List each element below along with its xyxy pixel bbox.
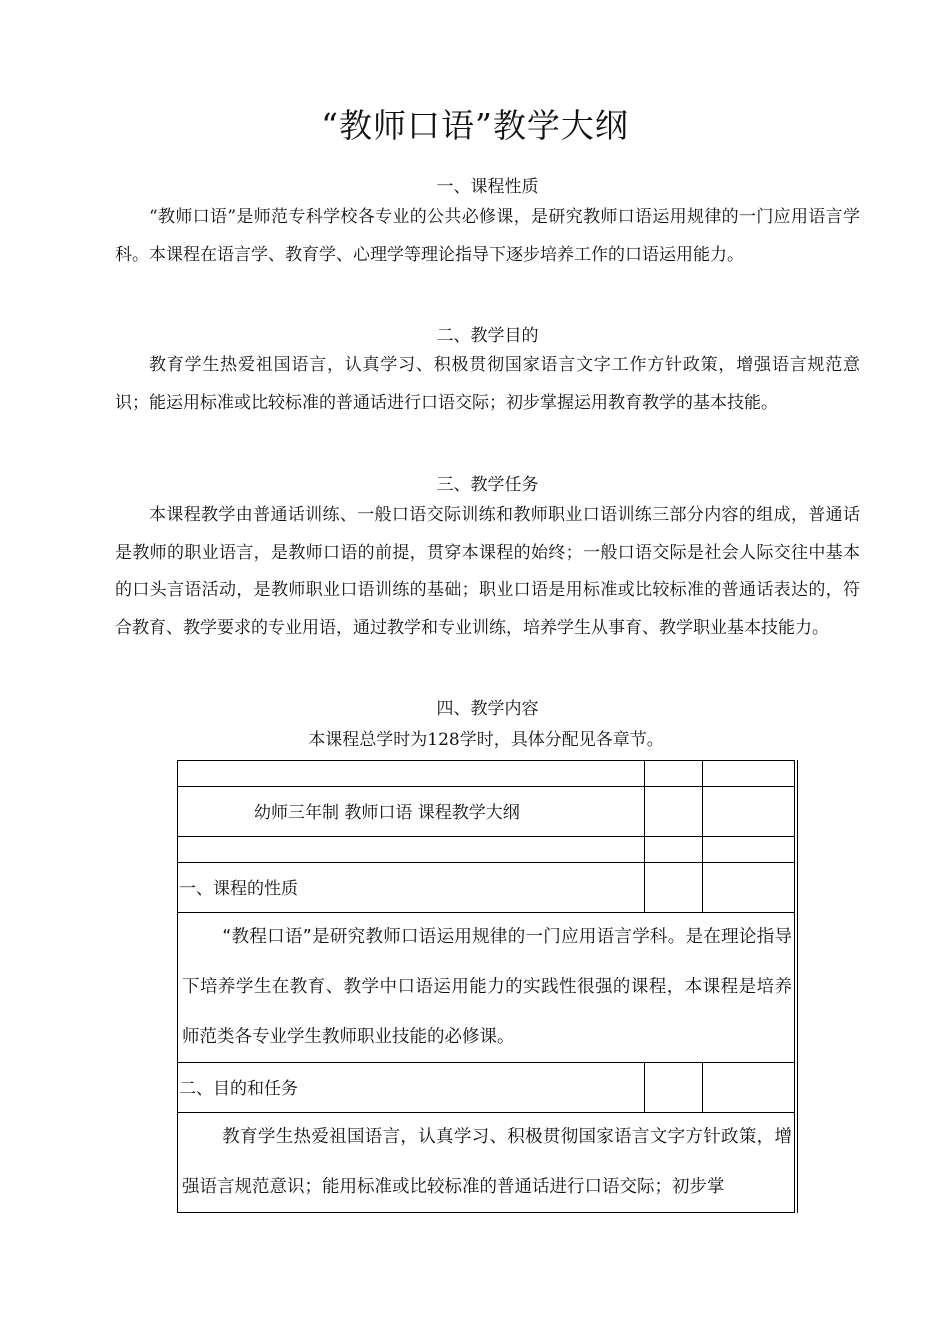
page-title: “教师口语”教学大纲 <box>321 106 629 145</box>
table-section-label-goals: 二、目的和任务 <box>179 1079 298 1099</box>
table-column-divider <box>644 761 645 912</box>
section-paragraph-purpose: 教育学生热爱祖国语言，认真学习、积极贯彻国家语言文字工作方针政策，增强语言规范意识；能运用标准或比较标准的普通话进行口语交际；初步掌握运用教育教学的基本技能。 <box>115 355 860 413</box>
table-section-text-nature: “教程口语”是研究教师口语运用规律的一门应用语言学科。是在理论指导下培养学生在教育、教学中口语运用能力的实践性很强的课程，本课程是培养师范类各专业学生教师职业技能的必修课。 <box>182 927 792 1047</box>
table-section-text-goals: 教育学生热爱祖国语言，认真学习、积极贯彻国家语言文字方针政策，增强语言规范意识；能用标准或比较标准的普通话进行口语交际；初步掌 <box>182 1127 792 1197</box>
table-outer-border <box>797 760 798 1213</box>
section-heading-nature: 一、课程性质 <box>436 177 539 197</box>
table-column-divider <box>702 1062 703 1112</box>
section-paragraph-tasks: 本课程教学由普通话训练、一般口语交际训练和教师职业口语训练三部分内容的组成，普通话是教师的职业语言，是教师口语的前提，贯穿本课程的始终；一般口语交际是社会人际交往中基本的口头言语活动，是教师职业口语训练的基础；职业口语是用标准或比较标准的普通话表达的，符合教育、教学要求的专业用语，通过教学和专业训练，培养学生从事育、教学职业基本技能力。 <box>115 505 860 638</box>
section-heading-tasks: 三、教学任务 <box>436 475 539 495</box>
table-title: 幼师三年制 教师口语 课程教学大纲 <box>254 803 520 823</box>
section-heading-content: 四、教学内容 <box>436 699 539 719</box>
section-paragraph-nature: “教师口语”是师范专科学校各专业的公共必修课，是研究教师口语运用规律的一门应用语言学科。本课程在语言学、教育学、心理学等理论指导下逐步培养工作的口语运用能力。 <box>115 207 860 265</box>
syllabus-table <box>177 760 795 1213</box>
section-paragraph-content: 本课程总学时为128学时，具体分配见各章节。 <box>308 730 664 750</box>
table-column-divider <box>702 761 703 912</box>
section-heading-purpose: 二、教学目的 <box>436 326 539 346</box>
table-column-divider <box>644 1062 645 1112</box>
table-section-label-nature: 一、课程的性质 <box>179 879 298 899</box>
